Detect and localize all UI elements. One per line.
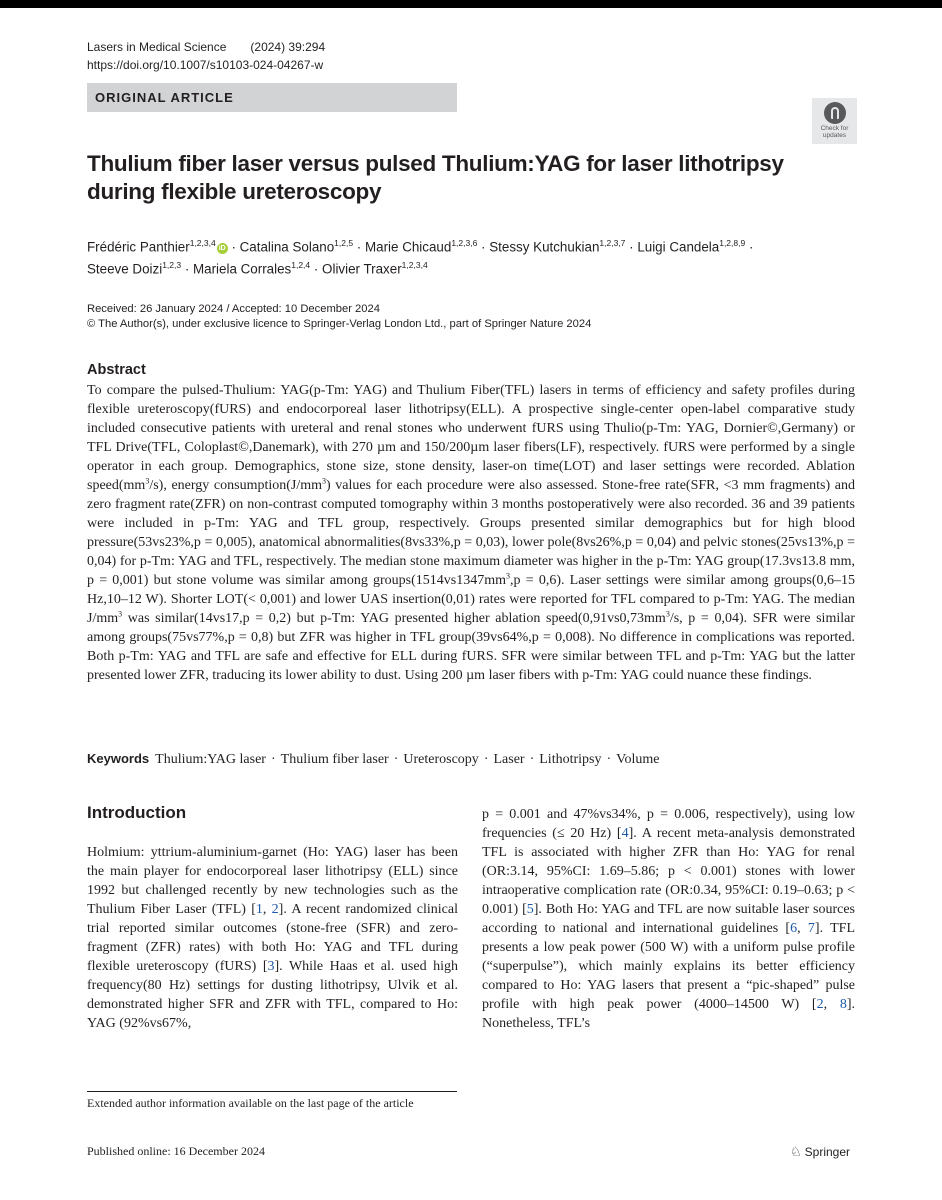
introduction-left-column [87,843,458,1033]
abstract-text: was similar(14vs17,p = 0,2) but p-Tm: YAG presented higher ablation speed(0,91vs0,73mm [122,611,666,626]
published-date: Published online: 16 December 2024 [87,1144,265,1158]
body-text: Holmium: yttrium-aluminium-garnet (Ho: YAG) laser has been the main player for endocorporeal laser lithotripsy (ELL) since 1992 but challenged recently by new technologies such as the Thulium Fiber Laser (TFL) [ [87,845,458,917]
copyright: © The Author(s), under exclusive licence to Springer-Verlag London Ltd., part of Springer Nature 2024 [87,318,592,330]
reference-link[interactable]: 4 [621,826,629,841]
author-name[interactable]: Luigi Candela [637,239,720,255]
keyword: Thulium fiber laser [280,752,389,767]
bookmark-icon [824,102,846,124]
article-title: Thulium fiber laser versus pulsed Thulium:YAG for laser lithotripsy during flexible ureteroscopy [87,151,784,204]
publisher-logo [790,1144,850,1160]
author-affiliation: 1,2,3,4 [401,260,428,271]
author-affiliation: 1,2,3,6 [451,238,478,248]
check-for-updates-label: Check for updates [820,125,849,139]
author-name[interactable]: Steeve Doizi [87,261,163,277]
keyword: Laser [493,752,525,767]
springer-horse-icon: ♘ [790,1144,802,1159]
orcid-icon[interactable]: iD [218,245,226,253]
body-text: ]. Both Ho: YAG and TFL are now suitable laser sources according to national and international guidelines [ [482,902,856,936]
abstract-body [87,381,855,685]
received-accepted: Received: 26 January 2024 / Accepted: 10 December 2024 [87,303,380,315]
body-text: ]. TFL presents a low peak power (500 W) with a uniform pulse profile (“superpulse”), which mainly explains its better efficiency compared to Ho: YAG lasers that present a “pic-shaped” pulse profile with high peak power (4000–14500 W) [ [482,921,855,1012]
author-affiliation: 1,2,5 [334,238,354,248]
abstract-heading: Abstract [87,362,146,378]
keyword-separator: · [529,752,535,767]
article-type-banner: ORIGINAL ARTICLE [87,83,457,112]
abstract-text: ,p = 0,6). Laser settings were similar among groups(0,6–15 Hz,10–12 W). Shorter LOT(< 0,001) and lower UAS insertion(0,01) rates were reported for TFL compared to p-Tm: YAG. The median J/mm [87,573,855,626]
journal-name: Lasers in Medical Science [87,40,227,54]
author-name[interactable]: Frédéric Panthier [87,239,190,255]
keyword-separator: · [270,752,276,767]
reference-link[interactable]: 1 [255,902,263,917]
superscript: 3 [118,609,123,619]
footnote: Extended author information available on the last page of the article [87,1096,414,1110]
abstract-text: To compare the pulsed-Thulium: YAG(p-Tm: YAG) and Thulium Fiber(TFL) lasers in terms of efficiency and safety profiles during flexible ureteroscopy(fURS) and endocorporeal laser lithotripsy(ELL). A prospective single-center open-label comparative study included consecutive patients with ureteral and renal stones who underwent fURS using Thulio(p-Tm: YAG, Dornier©,Germany) or TFL Drive(TFL, Coloplast©,Danemark), with 270 µm and 150/200µm laser fibers(LF), respectively. fURS were performed by a single operator in each group. Demographics, stone size, stone density, laser-on time(LOT) and laser settings were recorded. Ablation speed(mm [87,383,855,493]
superscript: 3 [506,571,511,581]
footnote-divider [87,1091,457,1092]
author-name[interactable]: Catalina Solano [239,239,335,255]
keyword: Volume [616,752,660,767]
author-affiliation: 1,2,3,4 [189,238,216,248]
article-dates [87,302,591,332]
abstract-text: /s, p = 0,04). SFR were similar among groups(75vs77%,p = 0,8) but ZFR was higher in TFL group(39vs64%,p = 0,008). No difference in complications was reported. Both p-Tm: YAG and TFL are safe and effective for ELL during fURS. SFR were similar between TFL and p-Tm: YAG but the latter presented lower ZFR, traducing its lower ability to dust. Using 200 µm laser fibers with p-Tm: YAG could nuance these findings. [87,611,855,683]
author-name[interactable]: Olivier Traxer [322,261,402,277]
superscript: 3 [322,476,327,486]
keyword: Ureteroscopy [403,752,479,767]
body-text: , [797,921,808,936]
author-list: Frédéric Panthier$^{1,2,3,4}$iD · Catalina Solano$^{1,2,5}$ · Marie Chicaud$^{1,2,3,6}$ · Stessy Kutchukian$^{1,2,3,7}$ · Luigi Candela$^{1,2,8,9}$ · Steeve Doizi$^{1,2,3}$ · Mariela Corrales$^{1,2,4}$ · Olivier Traxer$^{1,2,3,4}$ [87,238,754,277]
superscript: 3 [145,476,150,486]
body-text: ]. A recent meta-analysis demonstrated TFL is associated with higher ZFR than Ho: YAG for renal (OR:3.14, 95%CI: 1.69–5.86; p < 0.001) stones with lower intraoperative complication rate (OR:0.34, 95%CI: 0.19–0.63; p < 0.001) [ [482,826,855,917]
abstract-text: /s), energy consumption(J/mm [149,478,323,493]
body-text: , [823,997,840,1012]
superscript: 3 [665,609,670,619]
author-affiliation: 1,2,3,7 [599,238,626,248]
reference-link[interactable]: 8 [839,997,847,1012]
reference-link[interactable]: 2 [816,997,824,1012]
introduction-right-column [482,805,855,1033]
reference-link[interactable]: 3 [267,959,275,974]
author-affiliation: 1,2,4 [291,260,311,271]
author-affiliation: 1,2,8,9 [719,238,746,248]
keyword-separator: · [393,752,399,767]
abstract-text: ) values for each procedure were also assessed. Stone-free rate(SFR, <3 mm fragments) and zero fragment rate(ZFR) on non-contrast computed tomography within 3 months postoperatively were also recorded. 36 and 39 patients were included in p-Tm: YAG and TFL group, respectively. Groups presented similar demographics but for high blood pressure(53vs23%,p = 0,005), anatomical abnormalities(8vs33%,p = 0,03), lower pole(8vs26%,p = 0,04) and pelvic stones(25vs13%,p = 0,04) for p-Tm: YAG and TFL, respectively. The median stone maximum diameter was higher in the p-Tm: YAG group(17.3vs13.8 mm, p = 0,001) but stone volume was similar among groups(1514vs1347mm [87,478,855,588]
keyword: Lithotripsy [539,752,602,767]
top-border [0,0,942,8]
keyword: Thulium:YAG laser [155,752,266,767]
publisher-name: Springer [804,1145,851,1159]
keywords [87,751,659,768]
journal-volume: (2024) 39:294 [250,40,326,54]
body-text: , [262,902,272,917]
author-name[interactable]: Mariela Corrales [193,261,292,277]
reference-link[interactable]: 6 [790,921,798,936]
introduction-heading: Introduction [87,803,187,822]
check-for-updates-button[interactable] [812,98,857,144]
body-text: ]. A recent randomized clinical trial reported similar outcomes (stone-free (SFR) and zero-fragment (ZFR) rates) with both Ho: YAG and TFL during flexible ureteroscopy (fURS) [ [87,902,458,974]
doi-link[interactable]: https://doi.org/10.1007/s10103-024-04267-w [87,58,324,72]
author-name[interactable]: Marie Chicaud [364,239,452,255]
keyword-separator: · [483,752,489,767]
body-text: p = 0.001 and 47%vs34%, p = 0.006, respectively), using low frequencies (≤ 20 Hz) [ [482,807,855,841]
body-text: ]. While Haas et al. used high frequency(80 Hz) settings for dusting lithotripsy, Ulvik et al. demonstrated higher SFR and ZFR with TFL, compared to Ho: YAG (92%vs67%, [87,959,458,1031]
keyword-separator: · [606,752,612,767]
reference-link[interactable]: 7 [807,921,815,936]
reference-link[interactable]: 2 [271,902,279,917]
body-text: ]. Nonetheless, TFL’s [482,997,855,1031]
author-affiliation: 1,2,3 [162,260,182,271]
reference-link[interactable]: 5 [526,902,534,917]
keywords-label: Keywords [87,751,150,766]
author-name[interactable]: Stessy Kutchukian [489,239,600,255]
journal-header [87,38,325,74]
